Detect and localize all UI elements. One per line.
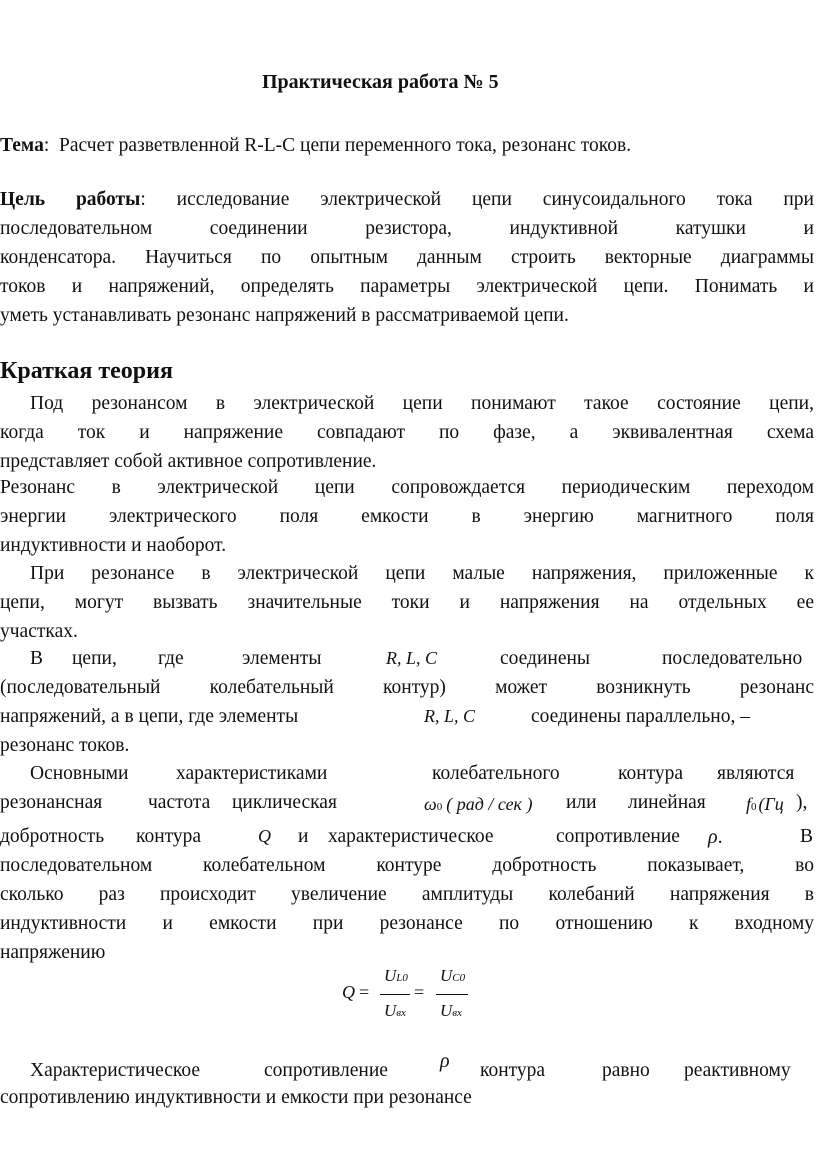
formula-num-1: UL0 xyxy=(384,966,408,985)
goal-line-4: токов и напряжений, определять параметры электрической цепи. Понимать и xyxy=(0,276,814,297)
theory-word: сопротивление xyxy=(556,826,680,847)
formula-eq: = xyxy=(414,982,425,1002)
goal-line-1: Цель работы: исследование электрической цепи синусоидального тока при xyxy=(0,189,814,210)
theory-line-7: При резонансе в электрической цепи малые напряжения, приложенные к xyxy=(30,563,814,584)
page-title: Практическая работа № 5 xyxy=(262,71,499,93)
theory-line-17: последовательном колебательном контуре добротность показывает, во xyxy=(0,855,814,876)
topic-label: Тема xyxy=(0,135,44,156)
theory-word: колебательного xyxy=(432,763,560,784)
theory-word: или xyxy=(566,792,597,813)
theory-line-8: цепи, могут вызвать значительные токи и напряжения на отдельных ее xyxy=(0,592,814,613)
theory-word: контура xyxy=(136,826,202,847)
theory-line-1: Под резонансом в электрической цепи понимают такое состояние цепи, xyxy=(30,393,814,414)
omega-symbol: ω0 ( рад / сек ) xyxy=(424,794,533,814)
theory-word: последовательно xyxy=(662,648,803,669)
rho-symbol: ρ. xyxy=(708,826,723,848)
goal-line-2: последовательном соединении резистора, индуктивной катушки и xyxy=(0,218,814,239)
closing-word: Характеристическое xyxy=(30,1060,201,1081)
rlc-symbol: R, L, C xyxy=(424,706,476,726)
closing-word: сопротивление xyxy=(264,1060,388,1081)
theory-word: В xyxy=(800,826,814,847)
q-symbol: Q xyxy=(258,826,271,846)
goal-label: Цель работы xyxy=(0,189,141,210)
formula-eq: = xyxy=(359,982,370,1002)
theory-line-18: сколько раз происходит увеличение амплитуды колебаний напряжения в xyxy=(0,884,814,905)
theory-line-13: резонанс токов. xyxy=(0,735,130,756)
theory-line-6: индуктивности и наоборот. xyxy=(0,535,227,556)
theory-line-5: энергии электрического поля емкости в энергию магнитного поля xyxy=(0,506,814,527)
theory-word: ), xyxy=(796,792,808,813)
theory-word: элементы xyxy=(242,648,322,669)
theory-word: добротность xyxy=(0,826,105,847)
theory-word: соединены xyxy=(500,648,591,669)
formula-q: Q xyxy=(342,982,355,1002)
closing-word: контура xyxy=(480,1060,546,1081)
theory-line-2: когда ток и напряжение совпадают по фазе, а эквивалентная схема xyxy=(0,422,814,443)
goal-line-5: уметь устанавливать резонанс напряжений в рассматриваемой цепи. xyxy=(0,305,569,326)
rlc-symbol: R, L, C xyxy=(386,648,438,668)
theory-line-3: представляет собой активное сопротивление. xyxy=(0,451,377,472)
theory-word: где xyxy=(158,648,184,669)
theory-word: линейная xyxy=(628,792,706,813)
closing-word: равно xyxy=(602,1060,650,1081)
theory-word: частота xyxy=(148,792,211,813)
theory-word: Основными xyxy=(30,763,129,784)
theory-word: являются xyxy=(717,763,795,784)
rho-symbol: ρ xyxy=(440,1050,450,1072)
f0-symbol: f0 (Гц xyxy=(746,794,784,814)
theory-word: контура xyxy=(618,763,684,784)
theory-word: и xyxy=(298,826,309,847)
theory-line-12-start: напряжений, а в цепи, где элементы xyxy=(0,706,299,727)
formula-den-1: Uвх xyxy=(384,1001,406,1020)
theory-line-9: участках. xyxy=(0,621,78,642)
theory-line-11: (последовательный колебательный контур) может возникнуть резонанс xyxy=(0,677,814,698)
formula-num-2: UC0 xyxy=(440,966,466,985)
fraction-bar xyxy=(436,994,468,995)
closing-line-2: сопротивлению индуктивности и емкости при резонансе xyxy=(0,1087,472,1108)
theory-word: В xyxy=(30,648,44,669)
theory-word: характеристическое xyxy=(328,826,494,847)
closing-word: реактивному xyxy=(684,1060,791,1081)
formula-den-2: Uвх xyxy=(440,1001,462,1020)
fraction-bar xyxy=(380,994,410,995)
theory-word: резонансная xyxy=(0,792,103,813)
goal-line-3: конденсатора. Научиться по опытным данным строить векторные диаграммы xyxy=(0,247,814,268)
theory-word: характеристиками xyxy=(176,763,328,784)
theory-word: циклическая xyxy=(232,792,337,813)
section-heading: Краткая теория xyxy=(0,358,173,384)
theory-line-19: индуктивности и емкости при резонансе по отношению к входному xyxy=(0,913,814,934)
topic-line: Тема: Расчет разветвленной R-L-C цепи переменного тока, резонанс токов. xyxy=(0,135,632,156)
theory-line-12-end: соединены параллельно, – xyxy=(531,706,750,727)
topic-text: Расчет разветвленной R-L-C цепи переменного тока, резонанс токов. xyxy=(59,135,632,156)
theory-line-4: Резонанс в электрической цепи сопровождается периодическим переходом xyxy=(0,477,814,498)
theory-word: цепи, xyxy=(72,648,117,669)
theory-line-20: напряжению xyxy=(0,942,106,963)
